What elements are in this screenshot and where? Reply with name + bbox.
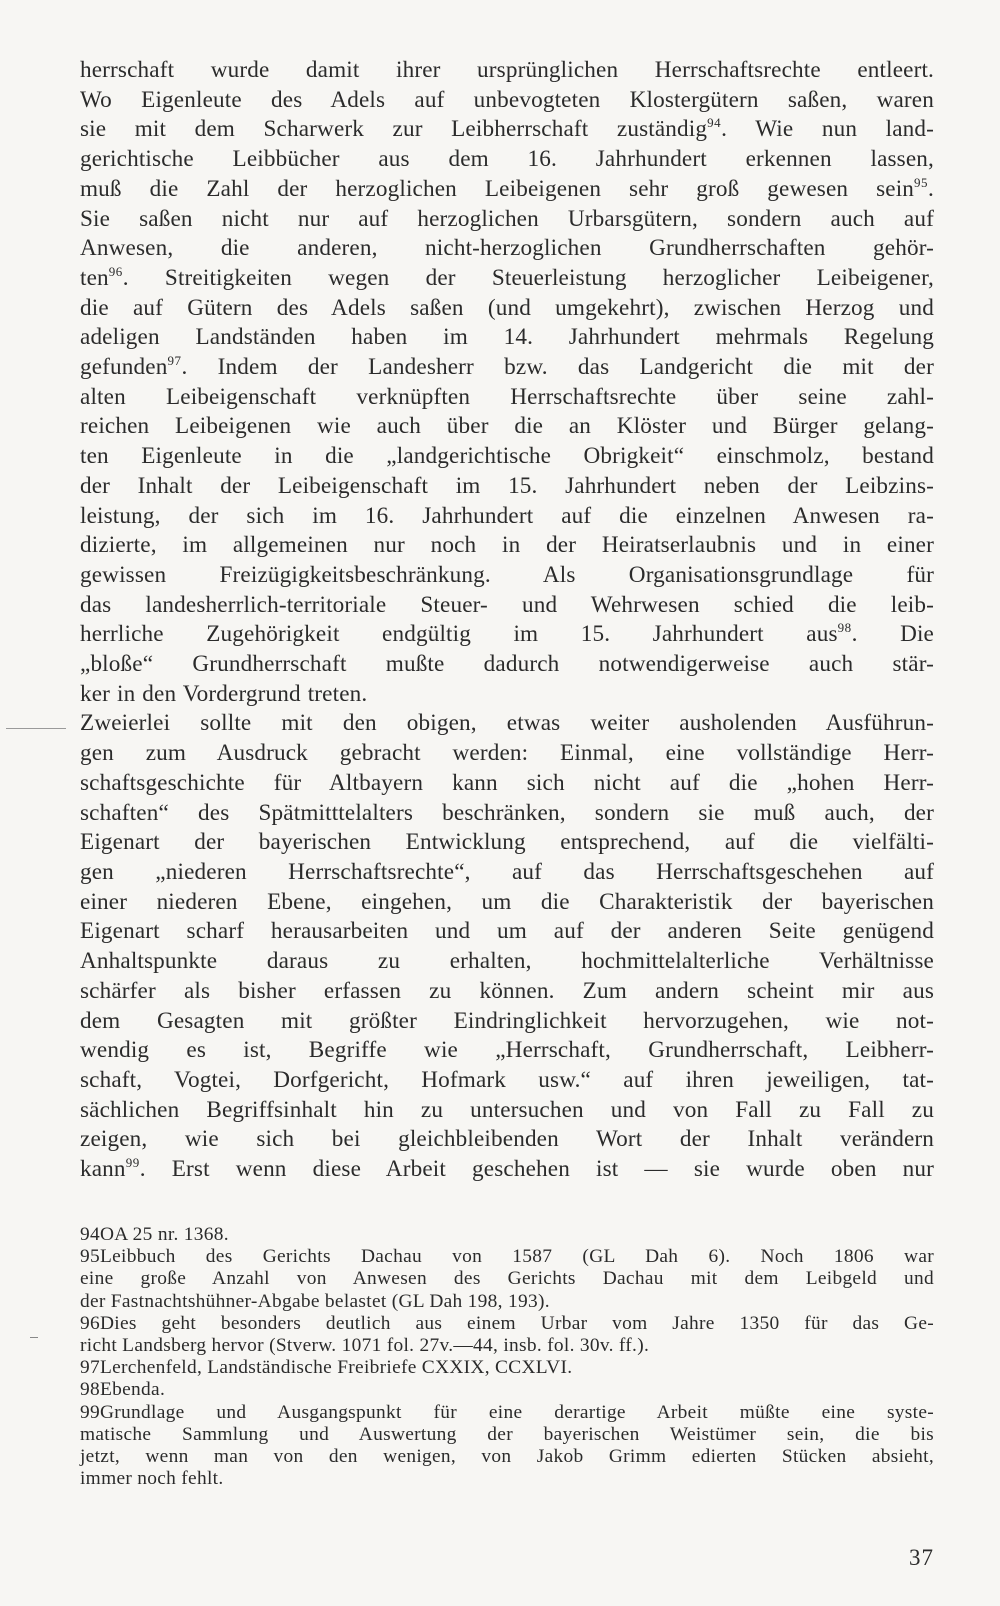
text-segment: schaften“ des Spätmitttelalters beschränken, sondern sie muß auch, der <box>80 799 934 826</box>
footnote-reference[interactable]: 96 <box>108 263 123 279</box>
text-line <box>80 561 934 591</box>
text-segment: leistung, der sich im 16. Jahrhundert auf die einzelnen Anwesen ra- <box>80 502 934 529</box>
text-segment: Eigenart der bayerischen Entwicklung entsprechend, auf die vielfälti- <box>80 829 934 856</box>
text-segment: dem Gesagten mit größter Eindringlichkeit hervorzugehen, wie not- <box>80 1007 934 1034</box>
footnote-text: Lerchenfeld, Landständische Freibriefe CXXIX, CCXLVI. <box>100 1357 573 1379</box>
footnote-text: Dies geht besonders deutlich aus einem Urbar vom Jahre 1350 für das Ge- <box>100 1312 934 1334</box>
text-line <box>80 442 934 472</box>
text-segment: gefunden <box>80 354 168 381</box>
text-line <box>80 531 934 561</box>
text-segment: muß die Zahl der herzoglichen Leibeigenen sehr groß gewesen sein <box>80 175 915 202</box>
text-segment: herrschaft wurde damit ihrer ursprünglichen Herrschaftsrechte entleert. <box>80 57 934 83</box>
text-segment: alten Leibeigenschaft verknüpften Herrschaftsrechte über seine zahl- <box>80 383 934 410</box>
footnote-text: eine große Anzahl von Anwesen des Gerichts Dachau mit dem Leibgeld und <box>80 1268 934 1290</box>
main-text <box>80 56 934 1185</box>
text-segment: . Die <box>851 621 934 648</box>
text-line <box>80 1036 934 1066</box>
text-line <box>80 1155 934 1185</box>
text-segment: . Streitigkeiten wegen der Steuerleistung herzoglicher Leibeigener, <box>122 264 934 291</box>
footnote-reference[interactable]: 99 <box>125 1155 140 1171</box>
footnote-number: 98 <box>80 1379 100 1401</box>
footnote-line <box>80 1402 934 1424</box>
text-segment: . <box>928 175 934 202</box>
footnote-text: jetzt, wenn man von den wenigen, von Jakob Grimm edierten Stücken absieht, <box>80 1446 934 1468</box>
footnote-line <box>80 1246 934 1268</box>
text-segment: Wo Eigenleute des Adels auf unbevogteten Klostergütern saßen, waren <box>80 86 934 113</box>
text-segment: adeligen Landständen haben im 14. Jahrhundert mehrmals Regelung <box>80 324 934 351</box>
text-segment: schaftsgeschichte für Altbayern kann sich nicht auf die „hohen Herr- <box>80 769 934 796</box>
footnote-line <box>80 1379 934 1401</box>
text-segment: dizierte, im allgemeinen nur noch in der Heiratserlaubnis und in einer <box>80 532 934 559</box>
text-line <box>80 858 934 888</box>
text-line <box>80 680 934 710</box>
footnote-line <box>80 1468 934 1490</box>
text-line <box>80 145 934 175</box>
text-line <box>80 205 934 235</box>
text-line <box>80 888 934 918</box>
text-segment: ten Eigenleute in die „landgerichtische Obrigkeit“ einschmolz, bestand <box>80 443 934 470</box>
text-line <box>80 1125 934 1155</box>
text-segment: Anwesen, die anderen, nicht-herzoglichen Grundherrschaften gehör- <box>80 235 934 262</box>
text-line <box>80 917 934 947</box>
text-line <box>80 650 934 680</box>
text-segment: zeigen, wie sich bei gleichbleibenden Wort der Inhalt verändern <box>80 1126 934 1153</box>
footnote-text: OA 25 nr. 1368. <box>100 1224 229 1245</box>
text-segment: . Indem der Landesherr bzw. das Landgericht die mit der <box>181 354 934 381</box>
text-line <box>80 828 934 858</box>
margin-dash-mark <box>30 1337 38 1338</box>
text-line <box>80 472 934 502</box>
footnote-reference[interactable]: 95 <box>914 174 929 190</box>
footnote-number: 97 <box>80 1357 100 1379</box>
text-line <box>80 294 934 324</box>
text-segment: reichen Leibeigenen wie auch über die an Klöster und Bürger gelang- <box>80 413 934 440</box>
text-segment: schärfer als bisher erfassen zu können. Zum andern scheint mir aus <box>80 977 934 1004</box>
text-segment: einer niederen Ebene, eingehen, um die Charakteristik der bayerischen <box>80 888 934 915</box>
footnote-line <box>80 1335 934 1357</box>
text-line <box>80 264 934 294</box>
footnote-line <box>80 1357 934 1379</box>
footnote-line <box>80 1224 934 1246</box>
footnote-number: 95 <box>80 1246 100 1268</box>
text-line <box>80 739 934 769</box>
text-segment: die auf Gütern des Adels saßen (und umgekehrt), zwischen Herzog und <box>80 294 934 321</box>
text-segment: sie mit dem Scharwerk zur Leibherrschaft zuständig <box>80 116 708 143</box>
margin-pencil-mark <box>6 728 66 729</box>
text-line <box>80 799 934 829</box>
footnote-line <box>80 1446 934 1468</box>
text-segment: Sie saßen nicht nur auf herzoglichen Urbarsgütern, sondern auch auf <box>80 205 934 232</box>
text-segment: der Inhalt der Leibeigenschaft im 15. Jahrhundert neben der Leibzins- <box>80 472 934 499</box>
footnote-line <box>80 1291 934 1313</box>
text-line <box>80 502 934 532</box>
text-line <box>80 1066 934 1096</box>
footnote-number: 99 <box>80 1401 100 1423</box>
text-segment: gewissen Freizügigkeitsbeschränkung. Als Organisationsgrundlage für <box>80 561 934 588</box>
text-line <box>80 620 934 650</box>
text-line <box>80 709 934 739</box>
text-segment: Anhaltspunkte daraus zu erhalten, hochmittelalterliche Verhältnisse <box>80 948 934 975</box>
footnote-text: matische Sammlung und Auswertung der bayerischen Weistümer sein, die bis <box>80 1423 934 1445</box>
text-line <box>80 234 934 264</box>
footnote-text: Grundlage und Ausgangspunkt für eine derartige Arbeit müßte eine syste- <box>100 1401 934 1423</box>
text-line <box>80 947 934 977</box>
text-segment: ten <box>80 264 109 291</box>
footnote-line <box>80 1268 934 1290</box>
footnote-reference[interactable]: 94 <box>707 115 722 131</box>
text-segment: herrliche Zugehörigkeit endgültig im 15. Jahrhundert aus <box>80 621 838 648</box>
text-segment: wendig es ist, Begriffe wie „Herrschaft, Grundherrschaft, Leibherr- <box>80 1037 934 1064</box>
text-segment: „bloße“ Grundherrschaft mußte dadurch notwendigerweise auch stär- <box>80 651 934 678</box>
text-segment: ker in den Vordergrund treten. <box>80 680 368 707</box>
text-line <box>80 977 934 1007</box>
text-segment: gen zum Ausdruck gebracht werden: Einmal, eine vollständige Herr- <box>80 740 934 767</box>
text-segment: sächlichen Begriffsinhalt hin zu untersuchen und von Fall zu Fall zu <box>80 1096 934 1123</box>
page-number: 37 <box>909 1545 934 1570</box>
text-segment: gerichtische Leibbücher aus dem 16. Jahrhundert erkennen lassen, <box>80 146 934 173</box>
footnote-text: richt Landsberg hervor (Stverw. 1071 fol. 27v.—44, insb. fol. 30v. ff.). <box>80 1335 650 1357</box>
footnote-line <box>80 1424 934 1446</box>
text-line <box>80 769 934 799</box>
footnote-reference[interactable]: 97 <box>167 353 182 369</box>
text-segment: schaft, Vogtei, Dorfgericht, Hofmark usw.“ auf ihren jeweiligen, tat- <box>80 1066 934 1093</box>
text-line <box>80 1007 934 1037</box>
text-segment: Zweierlei sollte mit den obigen, etwas weiter ausholenden Ausführun- <box>80 710 934 737</box>
text-line <box>80 1096 934 1126</box>
text-segment: . Wie nun land- <box>721 116 934 143</box>
text-line <box>80 175 934 205</box>
text-line <box>80 86 934 116</box>
text-segment: das landesherrlich-territoriale Steuer- und Wehrwesen schied die leib- <box>80 591 934 618</box>
footnote-text: Leibbuch des Gerichts Dachau von 1587 (GL Dah 6). Noch 1806 war <box>100 1246 934 1268</box>
footnotes-section <box>80 1224 934 1490</box>
page-body <box>80 56 934 1185</box>
text-segment: Eigenart scharf herausarbeiten und um auf der anderen Seite genügend <box>80 918 934 945</box>
footnote-text: der Fastnachtshühner-Abgabe belastet (GL Dah 198, 193). <box>80 1290 550 1312</box>
footnote-number: 94 <box>80 1224 100 1245</box>
footnote-number: 96 <box>80 1312 100 1334</box>
footnote-line <box>80 1313 934 1335</box>
text-line <box>80 591 934 621</box>
text-line <box>80 56 934 86</box>
footnote-text: immer noch fehlt. <box>80 1468 224 1490</box>
text-line <box>80 383 934 413</box>
text-line <box>80 353 934 383</box>
text-segment: . Erst wenn diese Arbeit geschehen ist — sie wurde oben nur <box>139 1156 934 1183</box>
text-line <box>80 412 934 442</box>
text-segment: kann <box>80 1156 126 1183</box>
text-line <box>80 115 934 145</box>
footnote-text: Ebenda. <box>100 1379 166 1401</box>
footnote-reference[interactable]: 98 <box>837 620 852 636</box>
text-line <box>80 323 934 353</box>
text-segment: gen „niederen Herrschaftsrechte“, auf das Herrschaftsgeschehen auf <box>80 858 934 885</box>
